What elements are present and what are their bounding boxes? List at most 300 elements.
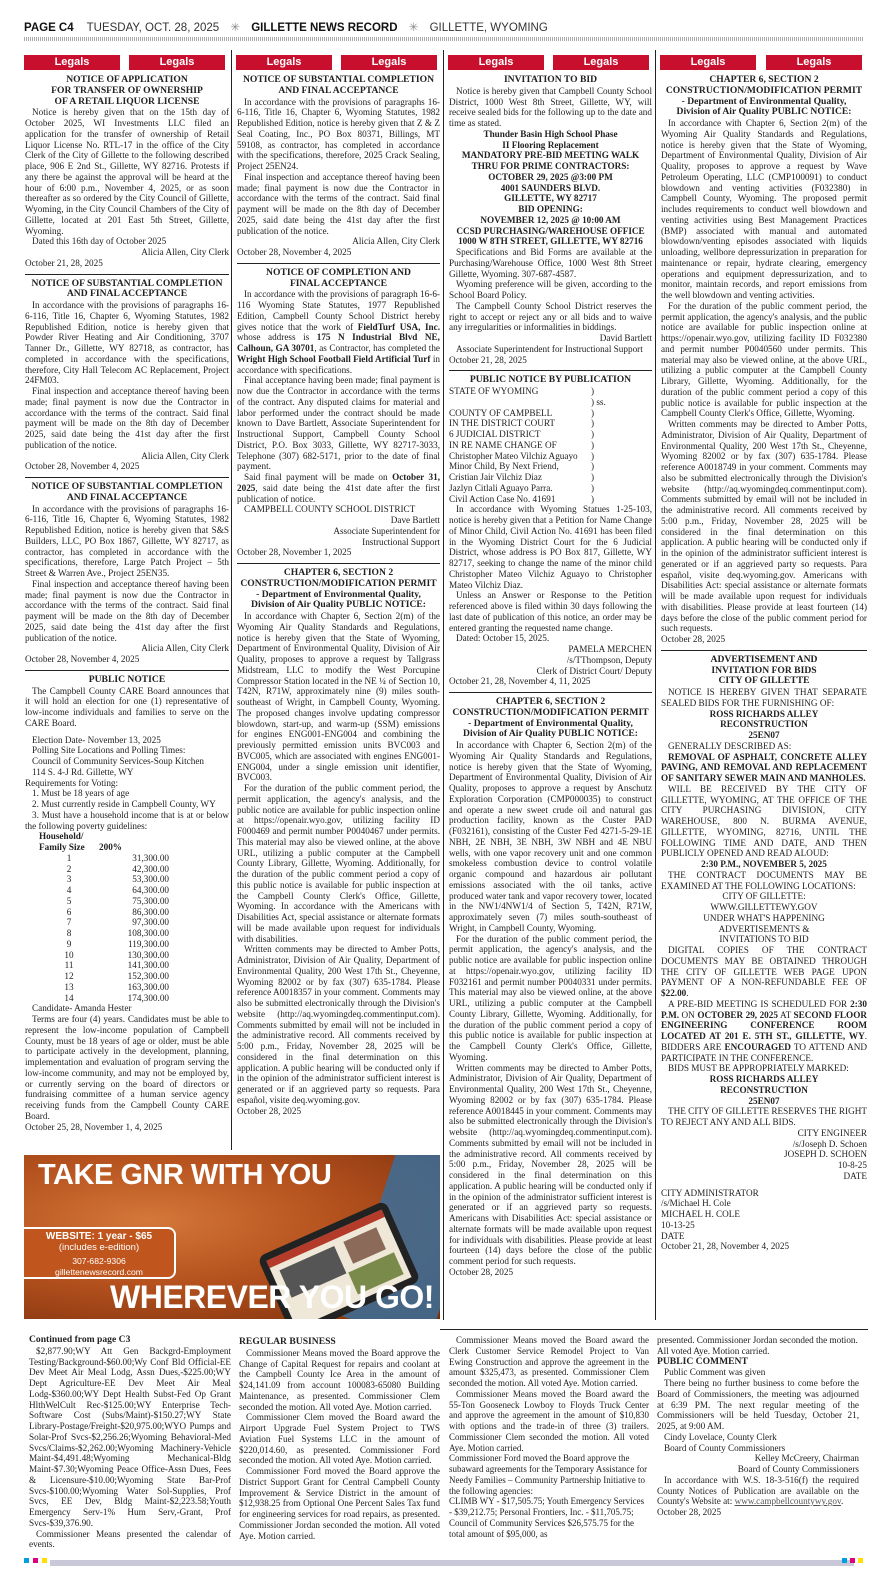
bold-centered-line: 25EN07 bbox=[748, 1095, 780, 1106]
minutes-column-3 bbox=[449, 1335, 649, 1560]
notice-paragraph bbox=[661, 752, 867, 784]
text-segment: . bbox=[840, 1496, 844, 1507]
notice-paragraph: Commissioner Means moved the Board award the 55-Ton Gooseneck Lowboy to Floyds Truck Center and approve the agreement in the amount of $10,830 with options and the trade-in of three (3) trailers. Commissioner Clem seconded the motion. All voted Aye. Motion carried. bbox=[449, 1388, 649, 1453]
text-segment: In accordance with W.S. 18-3-516(f) the required County Notices of Publication are available on the County's Website at: bbox=[657, 1474, 859, 1507]
bold-centered-line: 25EN07 bbox=[748, 730, 780, 740]
registration-mark-cyan bbox=[842, 1558, 847, 1563]
case-caption-row bbox=[449, 440, 652, 451]
notice-heading: NOTICE OF SUBSTANTIAL COMPLETION bbox=[31, 277, 223, 289]
table-row bbox=[39, 960, 169, 971]
notice-heading: Division of Air Quality PUBLIC NOTICE: bbox=[463, 728, 638, 740]
bold-centered-line: CCSD PURCHASING/WAREHOUSE OFFICE bbox=[456, 225, 645, 236]
section-label: Legals bbox=[766, 55, 862, 70]
notice-paragraph bbox=[657, 1475, 859, 1507]
signature-line: Instructional Support bbox=[362, 536, 440, 547]
caption-bracket: ) bbox=[591, 493, 595, 504]
income-cell: 152,300.00 bbox=[127, 971, 169, 981]
table-row bbox=[39, 853, 169, 864]
notice-divider bbox=[449, 692, 652, 693]
signature-line: Clerk of District Court/ Deputy bbox=[536, 665, 652, 676]
caption-text: Cristian Jair Vilchiz Diaz bbox=[449, 472, 542, 482]
notice-line: Public Comment was given bbox=[664, 1367, 766, 1378]
family-size-cell: 9 bbox=[66, 938, 72, 949]
notice-paragraph: There being no further business to come before the Board of Commissioners, the meeting was adjourned at 6:39 PM. The next regular meeting of the Commissioners will be held Tuesday, October 21, 2025, at 9:00 AM. bbox=[657, 1378, 859, 1431]
notice-paragraph: The Campbell County CARE Board announces that it will hold an election for one (1) representative of low-income individuals and families to serve on the CARE Board. bbox=[25, 685, 229, 728]
table-header-row bbox=[39, 831, 169, 842]
registration-mark-magenta bbox=[33, 1558, 38, 1563]
text-segment: SECOND FLOOR ENGINEERING CONFERENCE ROOM LOCATED AT 201 E. 5TH ST., GILLETTE, WY bbox=[661, 1009, 867, 1041]
notice-heading: AND FINAL ACCEPTANCE bbox=[66, 491, 188, 503]
notice-paragraph: Commissioner Means presented the calendar of events. bbox=[29, 1528, 231, 1550]
notice-line: /s/Michael H. Cole bbox=[661, 1198, 731, 1209]
ad-headline-bottom: WHEREVER YOU GO! bbox=[110, 1279, 434, 1315]
registration-mark-yellow bbox=[42, 1558, 47, 1563]
notice-paragraph: In accordance with the provisions of paragraphs 16-6-116, Title 16, Chapter 6, Wyoming Statutes, 1982 Republished Edition, notice is hereby given that S&S Builders, LLC, PO Box 1867, Gillette, WY 82717, as contractor, has completed in accordance with the specifications, therefore, Large Patch Project – 5th Street & Warren Ave., Project 25EN35. bbox=[25, 503, 229, 578]
signature-line: Alicia Allen, City Clerk bbox=[141, 643, 229, 654]
family-size-cell: 5 bbox=[66, 895, 72, 906]
table-row bbox=[39, 971, 169, 982]
section-heading: Continued from page C3 bbox=[29, 1335, 131, 1345]
text-segment: . BIDDERS ARE bbox=[661, 1031, 867, 1052]
caption-bracket: ) bbox=[591, 450, 595, 461]
minutes-column-2 bbox=[239, 1337, 440, 1560]
notice-line: Commissioner Ford moved the Board approve the subaward agreements for the Temporary Assistance for Needy Families – Community Partnership Initiative to the following agencies: bbox=[449, 1453, 648, 1496]
section-label: Legals bbox=[553, 55, 649, 70]
bold-centered-line: II Flooring Replacement bbox=[502, 139, 599, 150]
case-caption-row bbox=[449, 397, 652, 408]
bold-centered-line: OCTOBER 29, 2025 @3:00 PM bbox=[488, 171, 613, 182]
table-header-family-size: Family Size bbox=[39, 842, 85, 852]
notice-heading: PUBLIC NOTICE bbox=[88, 673, 166, 685]
notice-heading: NOTICE OF SUBSTANTIAL COMPLETION bbox=[242, 75, 435, 85]
section-label: Legals bbox=[341, 55, 437, 70]
notice-paragraph: Written comments may be directed to Amber Potts, Administrator, Division of Air Quality, Department of Environmental Quality, 200 West 17th St., Cheyenne, Wyoming 82002 or by fax (307) 635-1784. Please reference A0018445 in your comment. Comments may also be submitted electronically through the Division's website (http://aq.wyomingdeq.commentinput.com). Comments submitted by email will not be included in the administrative record. All comments received by 5:00 p.m., Friday, November 28, 2025 will be considered in the final determination on this application. A public hearing will be conducted only if in the opinion of the administrator sufficient interest is generated or if an aggrieved party so requests. Americans with Disabilities Act: special assistance or alternate formats will be made available upon request for individuals with disabilities. Please provide at least fourteen (14) days before the close of the public comment period for such requests. bbox=[449, 1062, 652, 1266]
family-size-cell: 11 bbox=[64, 960, 74, 971]
case-caption-row bbox=[449, 494, 652, 505]
family-size-cell: 4 bbox=[66, 885, 72, 895]
signature-line: /s/TThompson, Deputy bbox=[566, 654, 652, 665]
notice-paragraph: The Campbell County School District reserves the right to accept or reject any or all bids and to waive any irregularities or informalities in biddings. bbox=[449, 300, 652, 333]
table-header-household: Household/ bbox=[39, 831, 84, 842]
notice-line: Board of County Commissioners bbox=[664, 1442, 786, 1453]
text-segment: whose address is bbox=[237, 332, 317, 343]
notice-heading: Division of Air Quality PUBLIC NOTICE: bbox=[676, 106, 852, 118]
bold-centered-line: 4001 SAUNDERS BLVD. bbox=[500, 182, 601, 193]
bold-centered-line: BID OPENING: bbox=[518, 204, 583, 214]
color-bar bbox=[50, 1560, 854, 1566]
notice-paragraph bbox=[661, 945, 867, 999]
notice-line: October 21, 28, November 4, 11, 2025 bbox=[449, 676, 591, 687]
table-header-percent: 200% bbox=[99, 842, 122, 852]
text-segment: , as Contractor, has completed the bbox=[314, 343, 440, 353]
column-divider bbox=[231, 50, 232, 1150]
section-label: Legals bbox=[660, 55, 756, 70]
notice-heading: CONSTRUCTION/MODIFICATION PERMIT bbox=[452, 706, 649, 718]
income-cell: 163,300.00 bbox=[127, 981, 169, 992]
signature-line: Dave Bartlett bbox=[390, 515, 440, 525]
notice-paragraph bbox=[661, 999, 867, 1064]
minutes-column-4 bbox=[657, 1335, 859, 1560]
notice-line: October 28, 2025 bbox=[449, 1266, 514, 1277]
column-divider bbox=[655, 50, 656, 1320]
text-segment: A PRE-BID MEETING IS SCHEDULED FOR bbox=[668, 998, 851, 1009]
caption-bracket: ) bbox=[591, 418, 595, 429]
notice-divider bbox=[237, 263, 440, 264]
text-segment: In accordance with the provisions of paragraph 16-6-116 Wyoming State Statutes, 1977 Republished Edition, Campbell County School District hereby gives notice that the work of bbox=[237, 289, 440, 332]
gnr-subscription-ad[interactable] bbox=[24, 1155, 440, 1319]
notice-divider bbox=[449, 370, 652, 371]
family-size-cell: 2 bbox=[66, 863, 72, 874]
notice-heading: CONSTRUCTION/MODIFICATION PERMIT bbox=[665, 84, 863, 96]
notice-line: Dated: October 15, 2025. bbox=[456, 633, 550, 644]
table-row bbox=[39, 874, 169, 885]
notice-line: October 21, 28, 2025 bbox=[449, 354, 527, 365]
signature-line: PAMELA MERCHEN bbox=[568, 644, 652, 654]
issue-date: TUESDAY, OCT. 28, 2025 bbox=[86, 22, 220, 34]
bold-centered-line: ROSS RICHARDS ALLEY bbox=[709, 708, 819, 719]
notice-heading: Division of Air Quality PUBLIC NOTICE: bbox=[251, 599, 426, 611]
caption-bracket: ) bbox=[591, 472, 595, 482]
income-cell: 64,300.00 bbox=[132, 885, 169, 895]
family-size-cell: 14 bbox=[64, 992, 74, 1003]
notice-paragraph: For the duration of the public comment period, the permit application, the agency's analysis, and the public notice are available for public inspection online at https://openair.wyo.gov, utilizing facility ID F000469 and permit number P0040467 under permits. This material may also be viewed online, at the above URL, utilizing a public computer at the Campbell County Library, Gillette, Wyoming. Additionally, for the duration of the public comment period a copy of this public notice is available for public inspection at the Campbell County Clerk's Office, Gillette, Wyoming. In accordance with the Americans with Disabilities Act, special assistance or alternate formats will be made available upon request for individuals with disabilities. bbox=[237, 783, 440, 944]
income-cell: 97,300.00 bbox=[132, 917, 169, 928]
signature-line: David Bartlett bbox=[599, 333, 652, 343]
family-size-cell: 1 bbox=[66, 852, 72, 863]
table-row bbox=[39, 896, 169, 907]
notice-heading: NOTICE OF APPLICATION bbox=[66, 75, 188, 85]
family-size-cell: 3 bbox=[66, 874, 72, 885]
notice-paragraph: Final inspection and acceptance thereof having been made; final payment is now due the Contractor in accordance with the terms of the contract. Said final payment will be made on the 8th day of December 2025, said date being the 41st day after the first publication of the notice. bbox=[25, 578, 229, 643]
notice-heading: CHAPTER 6, SECTION 2 bbox=[495, 696, 606, 707]
notice-heading: CITY OF GILLETTE bbox=[718, 675, 810, 687]
notice-paragraph: Commissioner Clem moved the Board award the Airport Upgrade Fuel System Project to TWS Aviation Fuel Systems LLC in the amount of $220,014.60, as presented. Commissioner Ford seconded the motion. All voted Aye. Motion carried. bbox=[239, 1412, 440, 1466]
caption-text: Minor Child, By Next Friend, bbox=[449, 461, 559, 472]
signature-line: Kelley McCreery, Chairman bbox=[754, 1453, 859, 1464]
text-segment: October 31, 2025 bbox=[237, 472, 440, 493]
notice-paragraph bbox=[237, 289, 440, 375]
centered-line: UNDER WHAT'S HAPPENING bbox=[703, 912, 825, 923]
notice-paragraph: 3. Must have a household income that is at or below the following poverty guidelines: bbox=[25, 809, 229, 831]
notice-line: October 28, November 4, 2025 bbox=[237, 247, 352, 257]
text-segment: $22.00 bbox=[661, 988, 687, 998]
notice-paragraph: Specifications and Bid Forms are available at the Purchasing/Warehouse Office, 1000 West 8th Street Gillette, Wyoming. 307-687-4587. bbox=[449, 247, 652, 279]
notice-line: Polling Site Locations and Polling Times: bbox=[32, 745, 186, 756]
notice-line: 2. Must currently reside in Campbell County, WY bbox=[32, 799, 216, 809]
text-segment: TO ATTEND AND PARTICIPATE IN THE CONFERENCE. bbox=[661, 1041, 867, 1063]
bold-centered-line: NOVEMBER 12, 2025 @ 10:00 AM bbox=[480, 214, 621, 225]
text-segment: in accordance with specifications. bbox=[237, 353, 440, 375]
header-dotted-rule bbox=[24, 37, 864, 41]
caption-text bbox=[449, 397, 591, 408]
notice-line: Requirements for Voting: bbox=[25, 777, 119, 788]
notice-heading: OF A RETAIL LIQUOR LICENSE bbox=[54, 95, 200, 107]
notice-heading: AND FINAL ACCEPTANCE bbox=[66, 288, 188, 300]
notice-paragraph: In accordance with Chapter 6, Section 2(m) of the Wyoming Air Quality Standards and Regulations, notice is hereby given that the State of Wyoming, Department of Environmental Quality, Division of Air Quality, proposes to approve a request by Wave Petroleum Operating, LLC (CMP100091) to conduct blowdown and venting activities (F032380) in Campbell County, Wyoming. The proposed permit includes requirements to conduct well blowdown and venting activities using Best Management Practices (BMP) associated with manual and automated blowdown/venting episodes associated with liquids unloading, wellbore depressurization in preparation for maintenance or repair, hydrate clearing, emergency operations and equipment depressurization, and to monitor, maintain records, and report emissions from the well blowdown and venting activities. bbox=[661, 118, 867, 300]
family-size-cell: 13 bbox=[64, 981, 74, 992]
minutes-column-1 bbox=[29, 1335, 231, 1560]
table-row bbox=[39, 950, 169, 961]
income-cell: 53,300.00 bbox=[132, 874, 169, 885]
bold-centered-line: RECONSTRUCTION bbox=[720, 1084, 808, 1095]
notice-line: 10-13-25 bbox=[661, 1219, 695, 1230]
notice-paragraph: For the duration of the public comment period, the permit application, the agency's analysis, and the public notice are available for public inspection online at https://openair.wyo.gov, utilizing facility ID F032380 and permit number P0040560 under permits. This material may also be viewed online, at the above URL, utilizing a public computer at the Campbell County Library, Gillette, Wyoming. Additionally, for the duration of the public comment period a copy of this public notice is available for public inspection at the Campbell County Clerk's Office, Gillette, Wyoming. bbox=[661, 300, 867, 419]
paper-name: GILLETTE NEWS RECORD bbox=[251, 22, 398, 34]
signature-line: Alicia Allen, City Clerk bbox=[141, 247, 229, 257]
text-segment: , said date being the 41st date after the first publication of notice. bbox=[237, 482, 440, 504]
section-rule bbox=[440, 1329, 868, 1330]
ad-website-offer: WEBSITE: 1 year - $65 bbox=[45, 1231, 153, 1242]
table-row bbox=[39, 864, 169, 875]
notice-line: Cindy Lovelace, County Clerk bbox=[664, 1431, 777, 1442]
income-cell: 75,300.00 bbox=[132, 895, 169, 906]
table-row bbox=[39, 939, 169, 950]
income-cell: 108,300.00 bbox=[127, 928, 169, 938]
caption-bracket: ) bbox=[591, 386, 595, 396]
section-label: Legals bbox=[129, 55, 225, 70]
notice-paragraph: Notice is hereby given that Campbell County School District, 1000 West 8th Street, Gillette, WY, will receive sealed bids for the following up to the date and time as stated. bbox=[449, 85, 652, 128]
bold-centered-line: MANDATORY PRE-BID MEETING WALK bbox=[461, 150, 640, 161]
notice-divider bbox=[25, 670, 229, 671]
notice-paragraph: For the duration of the public comment period, the permit application, the agency's analysis, and the public notice are available for public inspection online at https://openair.wyo.gov, utilizing facility ID F032161 and permit number P0040331 under permits. This material may also be viewed online, at the above URL, utilizing a public computer at the Campbell County Library, Gillette, Wyoming. Additionally, for the duration of the public comment period a copy of this public notice is available for public inspection at the Campbell County Clerk's Office, Gillette, Wyoming. bbox=[449, 933, 652, 1062]
income-cell: 86,300.00 bbox=[132, 906, 169, 917]
notice-paragraph: THE CITY OF GILLETTE RESERVES THE RIGHT TO REJECT ANY AND ALL BIDS. bbox=[661, 1106, 867, 1127]
county-website-link[interactable]: www.campbellcountywy.gov bbox=[734, 1496, 841, 1507]
notice-line: October 28, 2025 bbox=[657, 1507, 722, 1517]
caption-bracket: ) bbox=[591, 439, 595, 450]
centered-line: ADVERTISEMENTS & bbox=[718, 923, 810, 934]
caption-bracket: ) ss. bbox=[591, 396, 606, 407]
notice-heading: - Department of Environmental Quality, bbox=[468, 717, 633, 729]
notice-line: MICHAEL H. COLE bbox=[661, 1209, 741, 1219]
notice-line: presented. Commissioner Jordan seconded the motion. All voted Aye. Motion carried. bbox=[657, 1335, 858, 1356]
notice-paragraph: THE CONTRACT DOCUMENTS MAY BE EXAMINED AT THE FOLLOWING LOCATIONS: bbox=[661, 869, 867, 891]
notice-paragraph: Terms are four (4) years. Candidates must be able to represent the low-income population of Campbell County, must be 18 years of age or older, must be able to participate actively in the development, planning, implementation and evaluation of program serving the low-income community, and may not be employed by, or currently serving on the board of directors or fundraising committee of a human service agency receiving funds from the Campbell County CARE Board. bbox=[25, 1014, 229, 1121]
table-row bbox=[39, 982, 169, 993]
notice-divider bbox=[237, 563, 440, 564]
centered-line: CITY OF GILLETTE: bbox=[722, 891, 806, 902]
notice-line: Council of Community Services-Soup Kitchen bbox=[32, 756, 204, 766]
caption-text: Jazlyn Citlali Aguayo Parra. bbox=[449, 482, 553, 493]
notice-paragraph: $2,877.90;WY Att Gen Backgrd-Employment Testing/Background-$60.00;Wy Conf Bld Official-EE Dev Meet Air Meal Lodg, Assn Dues,-$225.00;WY Dept Agriculture-EE Dev Meet Air Meal Lodg-$360.00;WY Dept Health Subst-Fed Op Grant HlthWelCult Rec-$125.00;WY Enterprise Tech-Software Cost (Subs/Maint)-$150.27;WY State Library-Postage/Freight-$20,975.00;WYO Pumps and Solar-Prof Svcs-$2,256.26;Wyoming Behavioral-Med Svcs/Claims-$2,262.00;Wyoming Machinery-Vehicle Maint-$4,491.48;Wyoming Mechanical-Bldg Maint-$7.30;Wyoming Peace Office-Assn Dues, Fees & Licensure-$10.00;Wyoming State Bar-Prof Svcs-$100.00;Wyoming Water Sol-Supplies, Prof Svcs, EE Dev, Bldg Maint-$2,223.58;Youth Emergency Serv-1% Hum Serv,-Grant, Prof Svcs-$39,376.90. bbox=[29, 1345, 231, 1528]
notice-heading: NOTICE OF COMPLETION AND bbox=[266, 266, 411, 278]
notice-divider bbox=[25, 477, 229, 478]
caption-bracket: ) bbox=[591, 461, 595, 472]
notice-paragraph: Notice is hereby given that on the 15th day of October 2025, WI Investments LLC filed an application for the transfer of ownership of Retail Liquor License No. RTL-17 in the office of the City Clerk of the City of Gillette to the following described place, 906 E 2nd St., Gillette, WY 82716. Protests if any there be against the approval will be heard at the hour of 6:00 p.m., November 4, 2025, or as soon thereafter as so ordered by the City Council of Gillette, Wyoming, in the City Council Chambers of the City of Gillette, located at 201 East 5th Street, Gillette, Wyoming. bbox=[25, 107, 229, 236]
notice-line: 1. Must be 18 years of age bbox=[32, 788, 130, 799]
notice-line: Candidate- Amanda Hester bbox=[32, 1003, 132, 1014]
notice-heading: - Department of Environmental Quality, bbox=[681, 95, 847, 107]
notice-paragraph: Wyoming preference will be given, according to the School Board Policy. bbox=[449, 279, 652, 300]
notice-paragraph: NOTICE IS HEREBY GIVEN THAT SEPARATE SEALED BIDS FOR THE FURNISHING OF: bbox=[661, 687, 867, 708]
notice-line: October 25, 28, November 1, 4, 2025 bbox=[25, 1121, 163, 1132]
text-segment: . bbox=[686, 988, 689, 998]
table-header-row bbox=[39, 842, 169, 853]
notice-line: Dated this 16th day of October 2025 bbox=[32, 236, 167, 247]
notice-paragraph: Final inspection and acceptance thereof having been made; final payment is now due the Contractor in accordance with the terms of the contract. Said final payment will be made on the 8th day of December 2025, said date being the 41st day after the first publication of the notice. bbox=[25, 386, 229, 450]
ad-phone: 307-682-9306 bbox=[72, 1256, 126, 1266]
case-caption-row bbox=[449, 483, 652, 494]
case-caption-row bbox=[449, 386, 652, 397]
notice-paragraph: Commissioner Means moved the Board award the Clerk Customer Service Remodel Project to Van Ewing Construction and approve the agreement in the amount $325,473, as presented. Commissioner Clem seconded the motion. All voted Aye. Motion carried. bbox=[449, 1335, 649, 1388]
notice-heading: FOR TRANSFER OF OWNERSHIP bbox=[51, 84, 203, 96]
notice-heading: - Department of Environmental Quality, bbox=[256, 588, 421, 600]
notice-line: CLIMB WY - $17,505.75; Youth Emergency Services - $39,212.75; Personal Frontiers, Inc. - $11,705.75; Council of Community Services $26,575.75 for the total amount of $95,000, as bbox=[449, 1496, 645, 1539]
notice-line: October 28, 2025 bbox=[661, 634, 726, 644]
page-number: PAGE C4 bbox=[24, 22, 74, 34]
signature-line: /s/Joseph D. Schoen bbox=[792, 1138, 867, 1149]
signature-line: Alicia Allen, City Clerk bbox=[352, 236, 440, 247]
caption-bracket: ) bbox=[591, 482, 595, 493]
notice-line: October 28, November 1, 2025 bbox=[237, 547, 352, 558]
ad-offer-box bbox=[24, 1227, 176, 1279]
notice-heading: CHAPTER 6, SECTION 2 bbox=[283, 567, 394, 578]
notice-paragraph: Written comments may be directed to Amber Potts, Administrator, Division of Air Quality, Department of Environmental Quality, 200 West 17th St., Cheyenne, Wyoming 82002 or by fax (307) 635-1784. Please reference A0018357 in your comment. Comments may also be submitted electronically through the Division's website (http://aq.wyomingdeq.commentinput.com). Comments submitted by email will not be included in the administrative record. All comments received by 5:00 p.m., Friday, November 28, 2025 will be considered in the final determination on this application. A public hearing will be conducted only if in the opinion of the administrator sufficient interest is generated or if an aggrieved party so requests. Para español, visite deq.wyoming.gov. bbox=[237, 944, 440, 1105]
text-segment: 175 N Industrial Blvd NE, Calhoun, GA 30701 bbox=[237, 332, 440, 353]
case-caption-row bbox=[449, 408, 652, 419]
notice-divider bbox=[25, 274, 229, 275]
text-segment: ENCOURAGED bbox=[724, 1041, 791, 1052]
notice-line: October 28, November 4, 2025 bbox=[25, 461, 140, 472]
caption-text: IN THE DISTRICT COURT bbox=[449, 418, 556, 429]
case-caption-row bbox=[449, 461, 652, 472]
registration-mark-yellow bbox=[858, 1558, 863, 1563]
table-row bbox=[39, 928, 169, 939]
registration-mark-cyan bbox=[24, 1558, 29, 1563]
text-segment: DIGITAL COPIES OF THE CONTRACT DOCUMENTS MAY BE OBTAINED THROUGH THE CITY OF GILLETTE WEB PAGE UPON PAYMENT OF A NON-REFUNDABLE FEE OF bbox=[661, 945, 867, 988]
legal-column-4 bbox=[661, 75, 867, 1317]
notice-paragraph: Commissioner Ford moved the Board approve the District Support Grant for Central Campbell County Improvement & Service District in the amount of $12,938.25 from Optional One Percent Sales Tax fund for engineering services for road repairs, as presented. Commissioner Jordan seconded the motion. All voted Aye. Motion carried. bbox=[239, 1466, 440, 1541]
family-size-cell: 10 bbox=[64, 949, 74, 960]
notice-paragraph: In accordance with Chapter 6, Section 2(m) of the Wyoming Air Quality Standards and Regulations, notice is hereby given that the State of Wyoming, Department of Environmental Quality, Division of Air Quality, proposes to approve a request by Anschutz Exploration Corporation (CMP000035) to construct and operate a new sweet crude oil and natural gas production facility, known as the Custer PAD (F032161), consisting of the Custer Fed 4271-5-29-1E NBH, 2E NBH, 3E NBH, 3W NBH and 4E NBU wells, with one vapor recovery unit and one common smokeless combustion device to control volatile organic compound and hazardous air pollutant emissions associated with the oil tanks, active produced water tank and vapor recovery tower, located in the NW1/4NW1/4 of Section 5, T42N, R71W, approximately seven (7) miles south-southeast of Wright, in Campbell County, Wyoming. bbox=[449, 740, 652, 933]
income-cell: 119,300.00 bbox=[127, 938, 169, 949]
text-segment: Said final payment will be made on bbox=[244, 472, 393, 482]
notice-paragraph: Written comments may be directed to Amber Potts, Administrator, Division of Air Quality, Department of Environmental Quality, 200 West 17th St., Cheyenne, Wyoming 82002 or by fax (307) 635-1784. Please reference A0018749 in your comment. Comments may also be submitted electronically through the Division's website (http://aq.wyomingdeq.commentinput.com). Comments submitted by email will not be included in the administrative record. All comments received by 5:00 p.m., Friday, November 28, 2025 will be considered in the final determination on this application. A public hearing will be conducted only if in the opinion of the administrator sufficient interest is generated or if an aggrieved party so requests. Para español, visite deq.wyoming.gov. Americans with Disabilities Act: special assistance or alternate formats will be made available upon request for individuals with disabilities. Please provide at least fourteen (14) days before the close of the public comment period for such requests. bbox=[661, 419, 867, 634]
bold-centered-line: 2:30 P.M., NOVEMBER 5, 2025 bbox=[701, 859, 827, 869]
bold-centered-line: RECONSTRUCTION bbox=[720, 719, 808, 730]
notice-paragraph: In accordance with Chapter 6, Section 2(m) of the Wyoming Air Quality Standards and Regulations, notice is hereby given that the State of Wyoming, Department of Environmental Quality, Division of Air Quality, proposes to approve a request by Tallgrass Midstream, LLC to modify the West Porcupine Compressor Station located in the NE ¼ of Section 10, T42N, R71W, approximately nine (9) miles south-southeast of Wright, in Campbell County, Wyoming. The proposed changes involve updating compressor blowdown, start-up, and warm-up (SSM) emissions for engines ENG001-ENG004 and combining the previously permitted emission units BVC003 and BVC005, which are associated with engines ENG001-ENG004, under a single emission unit identifier, BVC003. bbox=[237, 611, 440, 783]
section-label: Legals bbox=[24, 55, 120, 70]
legal-column-2 bbox=[237, 75, 440, 1155]
notice-line: October 28, November 4, 2025 bbox=[25, 654, 140, 664]
notice-line: October 21, 28, November 4, 2025 bbox=[661, 1241, 790, 1252]
income-cell: 141,300.00 bbox=[127, 960, 169, 971]
text-segment: REMOVAL OF ASPHALT, CONCRETE ALLEY PAVING, AND REMOVAL AND REPLACEMENT OF SANITARY SEWER MAIN AND MANHOLES. bbox=[661, 751, 867, 783]
notice-heading: INVITATION FOR BIDS bbox=[711, 664, 817, 676]
poverty-guidelines-table bbox=[39, 831, 169, 1003]
notice-line: October 28, 2025 bbox=[237, 1105, 302, 1116]
case-caption-row bbox=[449, 472, 652, 483]
table-row bbox=[39, 993, 169, 1004]
ad-headline-top: TAKE GNR WITH YOU bbox=[38, 1159, 332, 1191]
ad-includes: (includes e-edition) bbox=[58, 1241, 140, 1253]
notice-divider bbox=[661, 650, 867, 651]
caption-text: 6 JUDICIAL DISTRICT bbox=[449, 429, 541, 439]
family-size-cell: 12 bbox=[64, 971, 74, 981]
text-segment: Wright High School Football Field Artificial Turf bbox=[237, 353, 431, 364]
legal-column-3 bbox=[449, 75, 652, 1317]
notice-heading: AND FINAL ACCEPTANCE bbox=[278, 84, 399, 96]
section-heading: REGULAR BUSINESS bbox=[239, 1337, 336, 1347]
bold-centered-line: GILLETTE, WY 82717 bbox=[504, 193, 597, 204]
income-cell: 130,300.00 bbox=[127, 949, 169, 960]
text-segment: AT bbox=[777, 1009, 794, 1020]
caption-bracket: ) bbox=[591, 429, 595, 439]
notice-heading: ADVERTISEMENT AND bbox=[710, 653, 818, 665]
ad-site: gillettenewsrecord.com bbox=[55, 1266, 143, 1277]
notice-heading: INVITATION TO BID bbox=[503, 75, 598, 85]
signature-line: Board of County Commissioners bbox=[737, 1464, 859, 1474]
paper-location: GILLETTE, WYOMING bbox=[429, 22, 548, 34]
centered-line: INVITATIONS TO BID bbox=[719, 934, 809, 945]
bold-centered-line: THRU FOR PRIME CONTRACTORS: bbox=[471, 161, 630, 171]
text-segment: FieldTurf USA, Inc. bbox=[357, 321, 440, 332]
text-segment: ON bbox=[679, 1009, 698, 1020]
notice-paragraph: In accordance with Wyoming Statues 1-25-103, notice is hereby given that a Petition for Name Change of Minor Child, Civil Action No. 41691 has been filed in the Wyoming District Court for the 6 Judicial District, whose address is PO Box 817, Gillette, WY 82717, seeking to change the name of the minor child Christopher Mateo Vilchiz Aguayo to Christopher Mateo Vilchiz Diaz. bbox=[449, 504, 652, 590]
family-size-cell: 7 bbox=[66, 917, 72, 928]
notice-heading: CONSTRUCTION/MODIFICATION PERMIT bbox=[240, 577, 437, 589]
case-caption-row bbox=[449, 418, 652, 429]
caption-text: IN RE NAME CHANGE OF bbox=[449, 439, 557, 450]
notice-paragraph: Unless an Answer or Response to the Petition referenced above is filed within 30 days following the last date of publication of this notice, an order may be entered granting the requested name change. bbox=[449, 590, 652, 633]
signature-line: Alicia Allen, City Clerk bbox=[141, 450, 229, 461]
bold-centered-line: 1000 W 8TH STREET, GILLETTE, WY 82716 bbox=[458, 236, 643, 247]
page-header bbox=[24, 20, 548, 34]
notice-line: Election Date- November 13, 2025 bbox=[32, 734, 161, 745]
notice-paragraph bbox=[237, 472, 440, 504]
legal-column-1 bbox=[25, 75, 229, 1155]
notice-heading: PUBLIC NOTICE BY PUBLICATION bbox=[469, 374, 632, 386]
income-cell: 42,300.00 bbox=[132, 863, 169, 874]
case-caption-row bbox=[449, 429, 652, 440]
notice-heading: NOTICE OF SUBSTANTIAL COMPLETION bbox=[31, 481, 223, 492]
family-size-cell: 8 bbox=[66, 928, 72, 938]
table-row bbox=[39, 885, 169, 896]
notice-paragraph: In accordance with the provisions of paragraphs 16-6-116, Title 16, Chapter 6, Wyoming Statutes, 1982 Republished Edition, notice is hereby given that Powder River Heating and Air Conditioning, 3707 Tanner Dr., Gillette, WY 82718, as contractor, has completed in accordance with the specifications, therefore, City Hall Telecom AC Replacement, Project 24FM03. bbox=[25, 300, 229, 386]
text-segment: OCTOBER 29, 2025 bbox=[697, 1009, 778, 1020]
column-divider bbox=[443, 50, 444, 1320]
signature-line: JOSEPH D. SCHOEN bbox=[784, 1149, 867, 1160]
notice-heading: CHAPTER 6, SECTION 2 bbox=[709, 75, 819, 85]
notice-heading: FINAL ACCEPTANCE bbox=[289, 277, 388, 289]
notice-line: DATE bbox=[661, 1230, 685, 1241]
bold-centered-line: Thunder Basin High School Phase bbox=[483, 128, 618, 139]
table-row bbox=[39, 907, 169, 918]
asterisk-icon: ✳ bbox=[230, 22, 241, 34]
table-row bbox=[39, 917, 169, 928]
centered-line: WWW.GILLETTEWY.GOV bbox=[710, 902, 818, 912]
section-label: Legals bbox=[236, 55, 332, 70]
notice-line: BIDS MUST BE APPROPRIATELY MARKED: bbox=[668, 1063, 849, 1074]
asterisk-icon: ✳ bbox=[408, 22, 419, 34]
caption-text: STATE OF WYOMING bbox=[449, 386, 539, 396]
notice-paragraph: WILL BE RECEIVED BY THE CITY OF GILLETTE, WYOMING, AT THE OFFICE OF THE CITY PURCHASING DIVISION, CITY WAREHOUSE, 800 N. BURMA AVENUE, GILLETTE, WYOMING, 82716, UNTIL THE FOLLOWING TIME AND DATE, AND THEN PUBLICLY OPENED AND READ ALOUD: bbox=[661, 783, 867, 859]
registration-mark-magenta bbox=[850, 1558, 855, 1563]
notice-line: CITY ADMINISTRATOR bbox=[661, 1187, 759, 1198]
case-caption-row bbox=[449, 451, 652, 462]
section-label: Legals bbox=[448, 55, 544, 70]
notice-paragraph: Final acceptance having been made; final payment is now due the Contractor in accordance with the terms of the contract. Any disputed claims for material and labor performed under the contract should be made known to Dave Bartlett, Associate Superintendent for Instructional Support, Campbell County School District, P.O. Box 3033, Gillette, WY 82717-3033, Telephone (307) 682-5171, prior to the date of final payment. bbox=[237, 375, 440, 472]
notice-line: October 21, 28, 2025 bbox=[25, 257, 103, 268]
caption-text: Civil Action Case No. 41691 bbox=[449, 493, 556, 504]
income-cell: 31,300.00 bbox=[132, 852, 169, 863]
signature-line: Associate Superintendent for bbox=[333, 525, 440, 536]
notice-line: CAMPBELL COUNTY SCHOOL DISTRICT bbox=[244, 504, 416, 515]
signature-line: 10-8-25 bbox=[837, 1160, 867, 1170]
income-cell: 174,300.00 bbox=[127, 992, 169, 1003]
signature-line: CITY ENGINEER bbox=[797, 1127, 867, 1138]
caption-text: COUNTY OF CAMPBELL bbox=[449, 407, 553, 418]
